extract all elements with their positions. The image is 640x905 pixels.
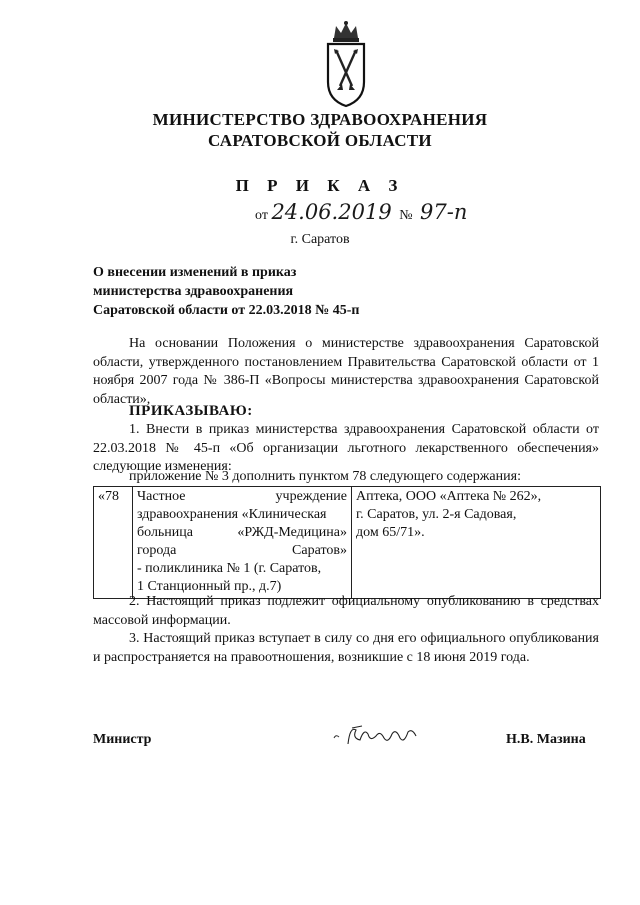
- coat-of-arms-icon: [322, 20, 370, 108]
- number-sign: №: [399, 208, 413, 223]
- appendix-line: приложение № 3 дополнить пунктом 78 следующего содержания:: [129, 469, 521, 484]
- org-text: «РЖД-Медицина»: [237, 525, 347, 540]
- organization-cell: [133, 487, 352, 599]
- pharmacy-cell: [352, 487, 601, 599]
- org-text: - поликлиника № 1 (г. Саратов,: [137, 561, 322, 576]
- subject-line2: министерства здравоохранения: [93, 284, 294, 299]
- order-date-number: [255, 200, 467, 224]
- ministry-title-line2: САРАТОВСКОЙ ОБЛАСТИ: [208, 131, 432, 150]
- order-subject: [93, 263, 359, 320]
- subject-line1: О внесении изменений в приказ: [93, 265, 297, 280]
- org-text: Частное: [137, 489, 186, 504]
- pharmacy-text: Аптека, ООО «Аптека № 262»,: [356, 489, 542, 504]
- table-row: [94, 487, 601, 599]
- item-2-paragraph: 2. Настоящий приказ подлежит официальному опубликованию в средствах массовой информации.: [93, 594, 599, 628]
- signature-icon: [330, 720, 430, 750]
- document-type-title: П Р И К А З: [235, 176, 405, 195]
- order-word: ПРИКАЗЫВАЮ:: [129, 403, 253, 419]
- amendment-table: [93, 486, 601, 599]
- pharmacy-text: г. Саратов, ул. 2-я Садовая,: [356, 507, 517, 522]
- item-3-paragraph: 3. Настоящий приказ вступает в силу со дня его официального опубликования и распространяется на правоотношения, возникшие с 18 июня 2019 года.: [93, 631, 599, 665]
- item-number-cell: «78: [94, 487, 133, 599]
- pharmacy-text: дом 65/71».: [356, 525, 425, 540]
- basis-paragraph: На основании Положения о министерстве здравоохранения Саратовской области, утвержденного постановлением Правительства Саратовской области от 1 ноября 2007 года № 386-П «Вопросы министерства здравоохранения Саратовской области»,: [93, 336, 599, 407]
- from-label: от: [255, 208, 268, 223]
- signer-name: Н.В. Мазина: [506, 732, 586, 747]
- item-1-paragraph: 1. Внести в приказ министерства здравоохранения Саратовской области от 22.03.2018 № 45-п «Об организации льготного лекарственного обеспечения» следующие изменения:: [93, 422, 599, 474]
- ministry-title-line1: МИНИСТЕРСТВО ЗДРАВООХРАНЕНИЯ: [152, 110, 488, 129]
- org-text: здравоохранения «Клиническая: [137, 507, 327, 522]
- handwritten-date: 24.06.2019: [271, 200, 392, 224]
- handwritten-number: 97-п: [420, 200, 468, 224]
- org-text: города: [137, 543, 177, 558]
- city-label: г. Саратов: [290, 232, 350, 247]
- org-text: Саратов»: [292, 543, 347, 558]
- org-text: больница: [137, 525, 193, 540]
- subject-line3: Саратовской области от 22.03.2018 № 45-п: [93, 303, 360, 318]
- org-text: учреждение: [275, 489, 347, 504]
- signer-position: Министр: [93, 732, 152, 747]
- org-text: 1 Станционный пр., д.7): [137, 579, 282, 594]
